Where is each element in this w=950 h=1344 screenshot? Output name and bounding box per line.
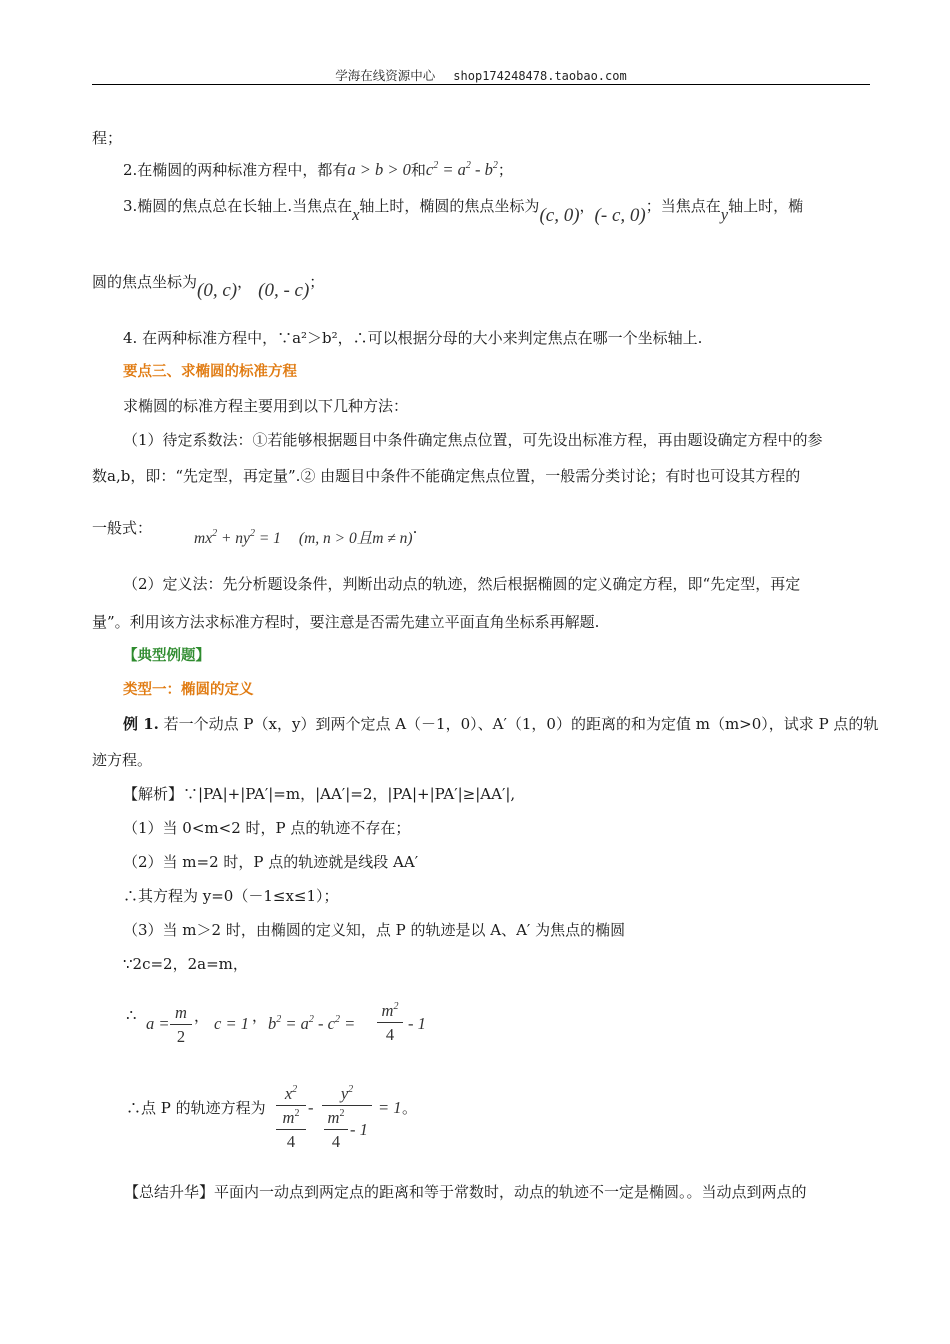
example-1-cont: 迹方程。 xyxy=(92,751,153,769)
solution-label: 【解析】 xyxy=(123,785,184,803)
solution-line: 【解析】∵|PA|+|PA′|=m，|AA′|=2，|PA|+|PA′|≥|AA′|, xyxy=(123,785,516,803)
fraction-y2-term: $y^2$ $\frac{m^2}{4}$ - 1 xyxy=(322,1084,372,1152)
method-1-line-2: 数a,b，即：“先定型，再定量”.② 由题目中条件不能确定焦点位置，一般需分类讨论；有时也可设其方程的 xyxy=(92,467,801,485)
point-2: 2.在椭圆的两种标准方程中，都有a > b > 0和$c^2 = a^2 - b^2$； xyxy=(123,160,513,179)
paragraph-continuation: 程； xyxy=(92,129,123,147)
point-3: 3.椭圆的焦点总在长轴上.当焦点在x轴上时，椭圆的焦点坐标为(c, 0)，(- c, 0)；当焦点在y轴上时，椭 xyxy=(123,197,804,226)
a-equals: a = xyxy=(146,1014,170,1033)
var-x: x xyxy=(352,205,360,224)
var-y: y xyxy=(720,205,729,224)
case-1: （1）当 0<m<2 时，P 点的轨迹不存在； xyxy=(123,819,411,837)
b-squared-expr: $b^2 = a^2 - c^2$ = xyxy=(268,1014,356,1033)
point-4: 4. 在两种标准方程中，∵a²＞b²，∴可以根据分母的大小来判定焦点在哪一个坐标轴上. xyxy=(123,329,703,347)
example-1: 例 1. 若一个动点 P（x，y）到两个定点 A（－1，0）、A′（1，0）的距离的和为定值 m（m>0），试求 P 点的轨 xyxy=(123,715,879,733)
page-header xyxy=(92,66,870,84)
c-equals-1: c = 1 xyxy=(214,1014,249,1033)
point-2-and: 和 xyxy=(410,161,426,179)
header-rule xyxy=(92,84,870,85)
general-form-condition: (m, n > 0且m ≠ n) xyxy=(298,530,413,547)
fraction-m-over-2: $\frac{m}{2}$ xyxy=(170,1003,192,1047)
focus-neg-c-0: (- c, 0) xyxy=(594,205,646,226)
case-3-given: ∵2c=2，2a=m， xyxy=(123,955,248,973)
header-shop: shop174248478.taobao.com xyxy=(453,69,627,83)
minus-one: - 1 xyxy=(408,1014,426,1033)
case-2-equation: ∴其方程为 y=0（－1≤x≤1）； xyxy=(123,887,339,905)
equals-one: = 1 xyxy=(378,1098,402,1117)
typical-examples-heading: 【典型例题】 xyxy=(123,648,210,664)
focus-0-neg-c: (0, - c) xyxy=(258,280,310,301)
case-3: （3）当 m＞2 时，由椭圆的定义知，点 P 的轨迹是以 A、A′ 为焦点的椭圆 xyxy=(123,921,626,939)
method-2-line-1: （2）定义法：先分析题设条件，判断出动点的轨迹，然后根据椭圆的定义确定方程，即“先定型，再定 xyxy=(123,575,801,593)
point-3-cont: 圆的焦点坐标为(0, c)， (0, - c)； xyxy=(92,273,325,301)
focus-c-0: (c, 0) xyxy=(539,205,580,226)
point-2-text: 2.在椭圆的两种标准方程中，都有 xyxy=(123,161,348,179)
summary: 【总结升华】平面内一动点到两定点的距离和等于常数时，动点的轨迹不一定是椭圆。。当动点到两点的 xyxy=(124,1183,807,1201)
fraction-x2-term: $x^2$ $m^2$ 4 xyxy=(276,1084,306,1152)
focus-0-c: (0, c) xyxy=(197,280,238,301)
inequality-formula: a > b > 0 xyxy=(347,160,411,179)
general-form-equation: $mx^2 + ny^2 = 1$ xyxy=(194,528,281,547)
trajectory-label: ∴点 P 的轨迹方程为 xyxy=(126,1099,266,1117)
c-squared-formula: $c^2 = a^2 - b^2$ xyxy=(425,160,498,179)
method-2-line-2: 量”。利用该方法求标准方程时，要注意是否需先建立平面直角坐标系再解题. xyxy=(92,613,600,631)
summary-label: 【总结升华】 xyxy=(124,1183,215,1201)
method-1-line-1: （1）待定系数法：①若能够根据题目中条件确定焦点位置，可先设出标准方程，再由题设确定方程中的参 xyxy=(123,431,823,449)
type-1-heading: 类型一：椭圆的定义 xyxy=(123,682,254,698)
case-2: （2）当 m=2 时，P 点的轨迹就是线段 AA′ xyxy=(123,853,419,871)
key-point-3-heading: 要点三、求椭圆的标准方程 xyxy=(123,364,297,380)
header-site: 学海在线资源中心 xyxy=(335,68,436,83)
general-form: 一般式：$mx^2 + ny^2 = 1$ (m, n > 0且m ≠ n). xyxy=(92,519,418,547)
methods-intro: 求椭圆的标准方程主要用到以下几种方法： xyxy=(123,397,409,415)
fraction-m2-over-4: $\frac{m^2}{4}$ xyxy=(377,1001,403,1045)
therefore-symbol: ∴ xyxy=(126,1006,137,1025)
example-1-label: 例 1. xyxy=(123,715,159,733)
